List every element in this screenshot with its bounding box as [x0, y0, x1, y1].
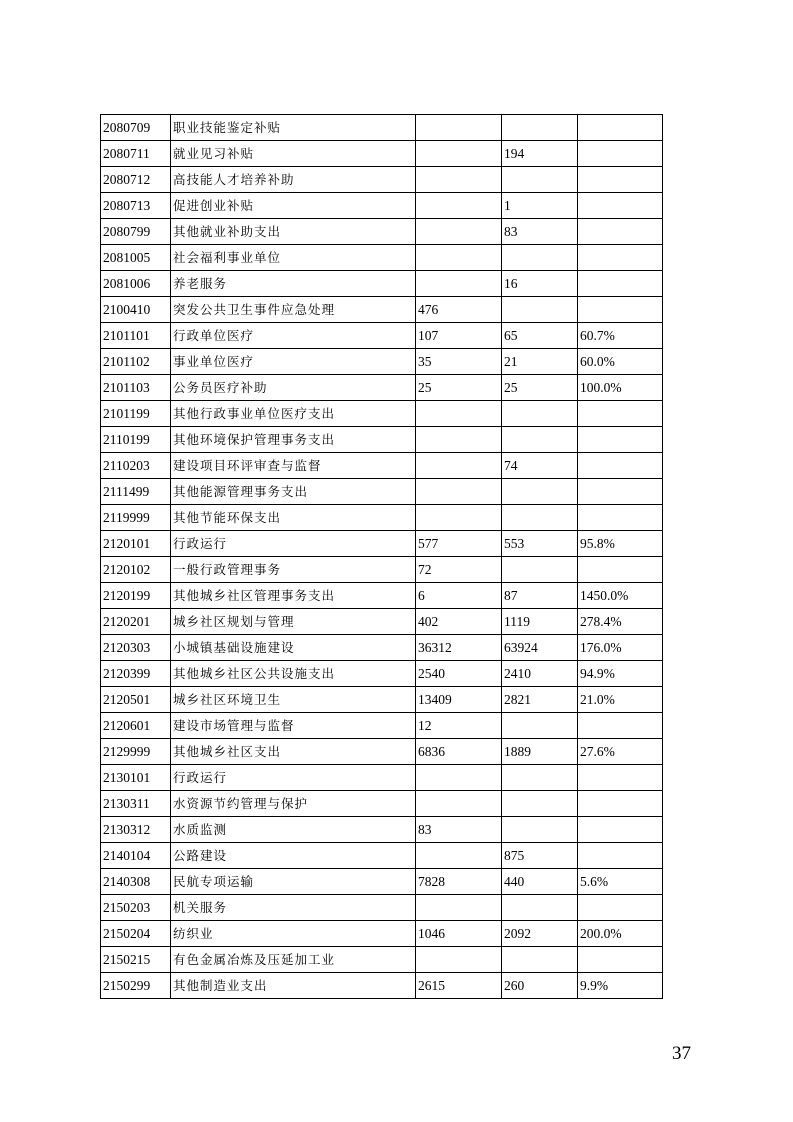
percent-cell: [578, 895, 663, 921]
percent-cell: 60.0%: [578, 349, 663, 375]
subject-code-cell: 2101199: [101, 401, 171, 427]
subject-code-cell: 2120199: [101, 583, 171, 609]
subject-code-cell: 2101103: [101, 375, 171, 401]
table-row: [101, 895, 663, 921]
subject-name-cell: 城乡社区环境卫生: [171, 687, 416, 713]
percent-cell: 278.4%: [578, 609, 663, 635]
current-value-cell: 21: [502, 349, 578, 375]
current-value-cell: 65: [502, 323, 578, 349]
subject-code-cell: 2080709: [101, 115, 171, 141]
subject-name-cell: 高技能人才培养补助: [171, 167, 416, 193]
percent-cell: [578, 219, 663, 245]
current-value-cell: [502, 765, 578, 791]
table-row: [101, 115, 663, 141]
prior-value-cell: 36312: [416, 635, 502, 661]
current-value-cell: 16: [502, 271, 578, 297]
percent-cell: 100.0%: [578, 375, 663, 401]
subject-code-cell: 2120501: [101, 687, 171, 713]
table-row: [101, 167, 663, 193]
percent-cell: [578, 115, 663, 141]
table-row: [101, 609, 663, 635]
subject-name-cell: 其他节能环保支出: [171, 505, 416, 531]
current-value-cell: 83: [502, 219, 578, 245]
table-row: [101, 297, 663, 323]
subject-code-cell: 2080799: [101, 219, 171, 245]
subject-name-cell: 突发公共卫生事件应急处理: [171, 297, 416, 323]
current-value-cell: [502, 895, 578, 921]
current-value-cell: 87: [502, 583, 578, 609]
subject-name-cell: 其他城乡社区支出: [171, 739, 416, 765]
subject-code-cell: 2081006: [101, 271, 171, 297]
percent-cell: [578, 193, 663, 219]
current-value-cell: 1: [502, 193, 578, 219]
subject-code-cell: 2150215: [101, 947, 171, 973]
current-value-cell: [502, 297, 578, 323]
subject-name-cell: 机关服务: [171, 895, 416, 921]
prior-value-cell: [416, 141, 502, 167]
subject-code-cell: 2110199: [101, 427, 171, 453]
current-value-cell: 194: [502, 141, 578, 167]
subject-name-cell: 小城镇基础设施建设: [171, 635, 416, 661]
table-row: [101, 817, 663, 843]
subject-code-cell: 2080712: [101, 167, 171, 193]
percent-cell: [578, 765, 663, 791]
subject-name-cell: 公路建设: [171, 843, 416, 869]
subject-name-cell: 建设项目环评审查与监督: [171, 453, 416, 479]
table-row: [101, 583, 663, 609]
budget-table: [100, 114, 663, 999]
prior-value-cell: [416, 791, 502, 817]
table-row: [101, 245, 663, 271]
percent-cell: [578, 791, 663, 817]
percent-cell: 94.9%: [578, 661, 663, 687]
prior-value-cell: [416, 193, 502, 219]
subject-code-cell: 2110203: [101, 453, 171, 479]
prior-value-cell: 2615: [416, 973, 502, 999]
subject-code-cell: 2101102: [101, 349, 171, 375]
subject-name-cell: 促进创业补贴: [171, 193, 416, 219]
prior-value-cell: 577: [416, 531, 502, 557]
table-row: [101, 531, 663, 557]
prior-value-cell: 107: [416, 323, 502, 349]
current-value-cell: [502, 505, 578, 531]
percent-cell: [578, 167, 663, 193]
percent-cell: 9.9%: [578, 973, 663, 999]
current-value-cell: 260: [502, 973, 578, 999]
current-value-cell: 25: [502, 375, 578, 401]
table-row: [101, 401, 663, 427]
subject-code-cell: 2120201: [101, 609, 171, 635]
subject-code-cell: 2129999: [101, 739, 171, 765]
percent-cell: [578, 297, 663, 323]
percent-cell: [578, 817, 663, 843]
prior-value-cell: 12: [416, 713, 502, 739]
table-row: [101, 869, 663, 895]
percent-cell: 176.0%: [578, 635, 663, 661]
percent-cell: [578, 453, 663, 479]
table-row: [101, 661, 663, 687]
subject-name-cell: 事业单位医疗: [171, 349, 416, 375]
percent-cell: 95.8%: [578, 531, 663, 557]
subject-name-cell: 公务员医疗补助: [171, 375, 416, 401]
subject-code-cell: 2119999: [101, 505, 171, 531]
percent-cell: [578, 141, 663, 167]
current-value-cell: [502, 245, 578, 271]
prior-value-cell: [416, 167, 502, 193]
table-row: [101, 765, 663, 791]
percent-cell: 5.6%: [578, 869, 663, 895]
table-row: [101, 219, 663, 245]
prior-value-cell: [416, 401, 502, 427]
current-value-cell: [502, 817, 578, 843]
percent-cell: [578, 479, 663, 505]
current-value-cell: [502, 557, 578, 583]
subject-code-cell: 2120101: [101, 531, 171, 557]
percent-cell: [578, 505, 663, 531]
subject-code-cell: 2150204: [101, 921, 171, 947]
subject-code-cell: 2081005: [101, 245, 171, 271]
percent-cell: 60.7%: [578, 323, 663, 349]
subject-name-cell: 其他行政事业单位医疗支出: [171, 401, 416, 427]
page-number: 37: [672, 1043, 691, 1064]
prior-value-cell: [416, 219, 502, 245]
table-row: [101, 141, 663, 167]
table-row: [101, 323, 663, 349]
subject-name-cell: 就业见习补贴: [171, 141, 416, 167]
subject-name-cell: 水资源节约管理与保护: [171, 791, 416, 817]
subject-code-cell: 2150299: [101, 973, 171, 999]
table-row: [101, 349, 663, 375]
percent-cell: 21.0%: [578, 687, 663, 713]
subject-name-cell: 其他城乡社区管理事务支出: [171, 583, 416, 609]
current-value-cell: [502, 479, 578, 505]
subject-code-cell: 2101101: [101, 323, 171, 349]
percent-cell: [578, 843, 663, 869]
subject-code-cell: 2130311: [101, 791, 171, 817]
subject-code-cell: 2100410: [101, 297, 171, 323]
prior-value-cell: 7828: [416, 869, 502, 895]
prior-value-cell: 402: [416, 609, 502, 635]
subject-name-cell: 其他就业补助支出: [171, 219, 416, 245]
subject-code-cell: 2120102: [101, 557, 171, 583]
subject-name-cell: 行政运行: [171, 765, 416, 791]
prior-value-cell: 35: [416, 349, 502, 375]
prior-value-cell: [416, 453, 502, 479]
subject-code-cell: 2111499: [101, 479, 171, 505]
subject-name-cell: 养老服务: [171, 271, 416, 297]
table-row: [101, 973, 663, 999]
table-row: [101, 687, 663, 713]
table-row: [101, 479, 663, 505]
prior-value-cell: [416, 843, 502, 869]
table-row: [101, 791, 663, 817]
table-row: [101, 843, 663, 869]
table-row: [101, 427, 663, 453]
current-value-cell: 440: [502, 869, 578, 895]
subject-name-cell: 行政单位医疗: [171, 323, 416, 349]
percent-cell: [578, 713, 663, 739]
table-row: [101, 557, 663, 583]
subject-name-cell: 行政运行: [171, 531, 416, 557]
table-row: [101, 453, 663, 479]
subject-name-cell: 一般行政管理事务: [171, 557, 416, 583]
subject-code-cell: 2130101: [101, 765, 171, 791]
percent-cell: [578, 947, 663, 973]
subject-name-cell: 水质监测: [171, 817, 416, 843]
prior-value-cell: 6836: [416, 739, 502, 765]
prior-value-cell: 2540: [416, 661, 502, 687]
subject-code-cell: 2120399: [101, 661, 171, 687]
prior-value-cell: [416, 271, 502, 297]
percent-cell: 1450.0%: [578, 583, 663, 609]
current-value-cell: [502, 167, 578, 193]
prior-value-cell: [416, 895, 502, 921]
percent-cell: [578, 271, 663, 297]
table-row: [101, 713, 663, 739]
prior-value-cell: [416, 427, 502, 453]
table-body: [101, 115, 663, 999]
current-value-cell: 875: [502, 843, 578, 869]
prior-value-cell: [416, 115, 502, 141]
subject-name-cell: 有色金属冶炼及压延加工业: [171, 947, 416, 973]
current-value-cell: [502, 401, 578, 427]
current-value-cell: 2821: [502, 687, 578, 713]
current-value-cell: [502, 713, 578, 739]
current-value-cell: [502, 791, 578, 817]
subject-code-cell: 2080711: [101, 141, 171, 167]
subject-code-cell: 2120601: [101, 713, 171, 739]
prior-value-cell: [416, 765, 502, 791]
subject-code-cell: 2080713: [101, 193, 171, 219]
percent-cell: [578, 557, 663, 583]
prior-value-cell: 6: [416, 583, 502, 609]
table-row: [101, 193, 663, 219]
subject-name-cell: 城乡社区规划与管理: [171, 609, 416, 635]
table-row: [101, 271, 663, 297]
prior-value-cell: [416, 479, 502, 505]
prior-value-cell: 476: [416, 297, 502, 323]
current-value-cell: [502, 115, 578, 141]
prior-value-cell: [416, 947, 502, 973]
current-value-cell: 1889: [502, 739, 578, 765]
subject-name-cell: 建设市场管理与监督: [171, 713, 416, 739]
table-row: [101, 739, 663, 765]
subject-name-cell: 其他能源管理事务支出: [171, 479, 416, 505]
subject-name-cell: 社会福利事业单位: [171, 245, 416, 271]
table-row: [101, 947, 663, 973]
subject-name-cell: 民航专项运输: [171, 869, 416, 895]
prior-value-cell: 1046: [416, 921, 502, 947]
subject-code-cell: 2140308: [101, 869, 171, 895]
table-row: [101, 921, 663, 947]
current-value-cell: [502, 427, 578, 453]
current-value-cell: 1119: [502, 609, 578, 635]
table-row: [101, 375, 663, 401]
prior-value-cell: 13409: [416, 687, 502, 713]
table-row: [101, 505, 663, 531]
prior-value-cell: 25: [416, 375, 502, 401]
current-value-cell: [502, 947, 578, 973]
prior-value-cell: [416, 505, 502, 531]
subject-name-cell: 纺织业: [171, 921, 416, 947]
current-value-cell: 2410: [502, 661, 578, 687]
percent-cell: 27.6%: [578, 739, 663, 765]
subject-name-cell: 职业技能鉴定补贴: [171, 115, 416, 141]
subject-name-cell: 其他环境保护管理事务支出: [171, 427, 416, 453]
prior-value-cell: 72: [416, 557, 502, 583]
subject-code-cell: 2140104: [101, 843, 171, 869]
current-value-cell: 74: [502, 453, 578, 479]
subject-name-cell: 其他城乡社区公共设施支出: [171, 661, 416, 687]
subject-name-cell: 其他制造业支出: [171, 973, 416, 999]
subject-code-cell: 2120303: [101, 635, 171, 661]
percent-cell: [578, 245, 663, 271]
percent-cell: [578, 401, 663, 427]
subject-code-cell: 2130312: [101, 817, 171, 843]
current-value-cell: 2092: [502, 921, 578, 947]
table-row: [101, 635, 663, 661]
prior-value-cell: 83: [416, 817, 502, 843]
current-value-cell: 63924: [502, 635, 578, 661]
subject-code-cell: 2150203: [101, 895, 171, 921]
percent-cell: [578, 427, 663, 453]
percent-cell: 200.0%: [578, 921, 663, 947]
current-value-cell: 553: [502, 531, 578, 557]
prior-value-cell: [416, 245, 502, 271]
